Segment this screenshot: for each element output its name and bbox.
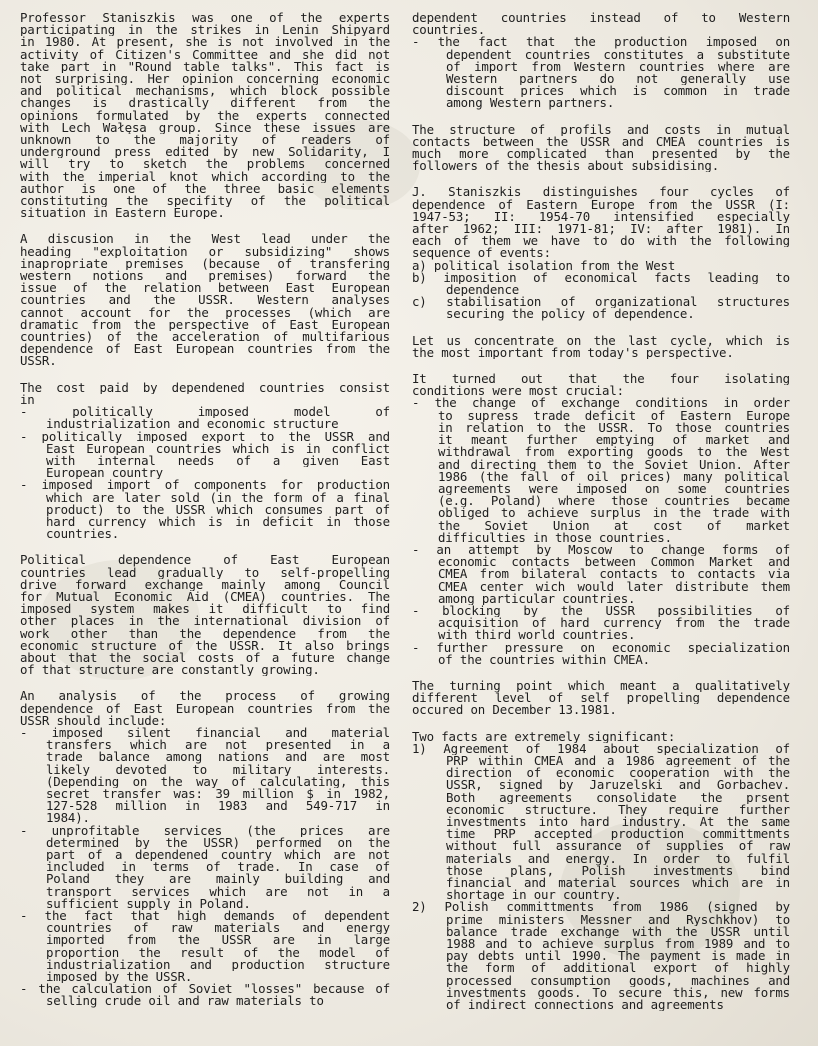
- text-line: will try to sketch the problems concerned: [20, 158, 390, 171]
- text-line: - unprofitable services (the prices are: [20, 824, 390, 837]
- text-line: European country: [46, 467, 163, 480]
- text-line: not surprising. Her opinion concerning economic: [20, 73, 390, 86]
- text-line: prime ministers Messner and Ryschkhov) to: [446, 913, 790, 926]
- text-line: - the fact that high demands of dependent: [20, 910, 390, 923]
- text-line: imported from the USSR are in large: [46, 934, 390, 947]
- text-line: PRP within CMEA and a 1986 agreement of the: [446, 754, 790, 768]
- text-line: Western partners do not generally use: [446, 73, 790, 86]
- text-line: dramatic from the perspective of East European: [20, 318, 390, 332]
- text-line: the form of additional export of highly: [446, 962, 790, 975]
- paragraph: [412, 373, 790, 666]
- text-line: An analysis of the process of growing: [20, 690, 390, 703]
- text-line: author is one of the three basic elements: [20, 182, 390, 196]
- text-line: time PRP accepted production committments: [446, 828, 790, 841]
- text-line: other places in the international division of: [20, 615, 390, 628]
- paragraph: [412, 124, 790, 173]
- text-line: product) to the USSR which consumes part of: [46, 503, 390, 516]
- text-line: imposed system makes it difficult to find: [20, 603, 390, 616]
- text-line: withdrawal from exporting goods to the West: [438, 446, 790, 459]
- text-line: processed consumption goods, machines and: [446, 974, 790, 987]
- left-column: [20, 12, 390, 1022]
- text-line: without full assurance of supplies of raw: [446, 840, 790, 853]
- text-line: USSR.: [20, 355, 57, 368]
- text-line: sequence of events:: [412, 247, 551, 260]
- text-line: constituting the specifity of the political: [20, 195, 390, 208]
- text-line: - the fact that the production imposed on: [412, 36, 790, 49]
- text-line: The turning point which meant a qualitatively: [412, 679, 790, 693]
- text-line: investments into hard industry. At the same: [446, 815, 790, 829]
- text-line: conditions were most crucial:: [412, 385, 624, 398]
- text-line: Political dependence of East European: [20, 554, 390, 567]
- text-line: among Western partners.: [446, 97, 615, 110]
- text-line: situation in Eastern Europe.: [20, 207, 225, 220]
- text-line: 1947-53; II: 1954-70 intensified especially: [412, 210, 790, 224]
- text-line: part of a dependened country which are not: [46, 849, 390, 862]
- text-line: transfers which are not presented in a: [46, 739, 390, 752]
- text-line: obliged to achieve surplus in the trade with: [438, 507, 790, 520]
- text-line: J. Staniszkis distinguishes four cycles of: [412, 186, 790, 199]
- text-line: countries.: [412, 24, 486, 37]
- text-line: economic structure. They require further: [446, 803, 790, 816]
- text-line: countries.: [46, 528, 120, 541]
- text-line: direction of economic cooperation with the: [446, 767, 790, 780]
- text-line: (Depending on the way of calculating, this: [46, 775, 390, 788]
- text-line: Two facts are extremely significant:: [412, 730, 676, 743]
- text-line: dependent countries constitutes a substitute: [446, 48, 790, 61]
- text-line: western notions and premises) forward the: [20, 270, 390, 283]
- text-line: countries of raw materials and energy: [46, 922, 390, 935]
- text-line: shortage in our country.: [446, 889, 622, 902]
- text-line: among particular countries.: [438, 592, 636, 605]
- text-line: balance trade exchange with the USSR until: [446, 925, 790, 939]
- text-line: countries and the USSR. Western analyses: [20, 294, 390, 307]
- text-line: industrialization and production structure: [46, 958, 390, 972]
- text-line: hard currency which is in deficit in those: [46, 515, 390, 529]
- text-line: East European countries which is in conflict: [46, 442, 390, 455]
- text-line: activity of Citizen's Committee and she did not: [20, 48, 390, 61]
- text-line: changes is drastically different from the: [20, 97, 390, 110]
- text-line: economic structure of the USSR. It also brings: [20, 639, 390, 652]
- text-line: issue of the relation between East European: [20, 282, 390, 295]
- text-line: dependent countries instead of to Western: [412, 12, 790, 25]
- text-line: 1986 (the fall of oil prices) many political: [438, 470, 790, 483]
- text-line: The structure of profils and costs in mutual: [412, 123, 790, 136]
- text-line: about that the social costs of a future change: [20, 651, 390, 665]
- text-line: USSR, signed by Jaruzelski and Gorbachev.: [446, 779, 790, 792]
- text-line: in: [20, 393, 35, 407]
- text-line: transport services which are not in a: [46, 885, 390, 898]
- text-line: of import from Western countries where are: [446, 60, 790, 74]
- text-line: countries) of the acceleration of multifarious: [20, 331, 390, 344]
- text-line: it meant further emptying of market and: [438, 434, 790, 447]
- text-line: with the imperial knot which according to the: [20, 170, 390, 183]
- text-line: materials and energy. In order to fulfil: [446, 852, 790, 865]
- text-line: occured on December 13.1981.: [412, 704, 617, 717]
- text-line: of the countries within CMEA.: [438, 653, 650, 666]
- text-line: in 1980. At present, she is not involved in the: [20, 36, 390, 49]
- text-line: dependence of East European countries from the: [20, 702, 390, 715]
- text-line: dependence of Eastern Europe from the USSR (I:: [412, 198, 790, 211]
- text-line: take part in "Round table talks". This fact is: [20, 60, 390, 74]
- text-line: 127-528 million in 1983 and 549-717 in: [46, 800, 390, 813]
- text-line: 1988 and to achieve surplus from 1989 and to: [446, 938, 790, 951]
- right-column: [412, 12, 790, 1025]
- text-line: Both agreements consolidate the prsent: [446, 791, 790, 804]
- text-line: 1984).: [46, 812, 90, 825]
- text-line: of indirect connections and agreements: [446, 999, 724, 1012]
- text-line: determined by the USSR) performed on the: [46, 836, 390, 849]
- text-line: for Mutual Economic Aid (CMEA) countries. The: [20, 590, 390, 604]
- paragraph: [20, 12, 390, 219]
- text-line: different level of self propelling dependence: [412, 692, 790, 705]
- text-line: participating in the strikes in Lenin Shipyard: [20, 24, 390, 37]
- text-line: unknown to the majority of readers of: [20, 134, 390, 147]
- text-line: - an attempt by Moscow to change forms of: [412, 543, 790, 557]
- text-line: included in terms of trade. In case of: [46, 861, 390, 874]
- text-line: - politically imposed model of: [20, 406, 390, 419]
- text-line: inapropriate premises (because of transfering: [20, 257, 390, 271]
- text-line: Professor Staniszkis was one of the experts: [20, 12, 390, 25]
- text-line: discount prices which is common in trade: [446, 85, 790, 98]
- text-line: acquisition of hard currency from the trade: [438, 617, 790, 630]
- text-line: those plans, Polish investments bind: [446, 864, 790, 877]
- paragraph: [20, 233, 390, 367]
- text-line: secret transfer was: 39 million $ in 1982,: [46, 787, 390, 801]
- text-line: with third world countries.: [438, 629, 636, 642]
- text-line: sufficient supply in Poland.: [46, 897, 251, 911]
- text-line: CMEA from bilateral contacts to contacts via: [438, 568, 790, 581]
- text-line: the most important from today's perspective.: [412, 346, 734, 360]
- text-line: financial and material sources which are in: [446, 877, 790, 890]
- text-line: - further pressure on economic specialization: [412, 641, 790, 654]
- text-line: industrialization and economic structure: [46, 418, 339, 431]
- text-line: difficulties in those countries.: [438, 531, 672, 544]
- text-line: and political mechanisms, which block possible: [20, 85, 390, 98]
- text-line: to supress trade deficit of Eastern Europe: [438, 409, 790, 422]
- paragraph: [412, 731, 790, 1012]
- text-line: investments goods. To secure this, new forms: [446, 986, 790, 1000]
- text-line: in relation to the USSR. To those countries: [438, 421, 790, 435]
- text-line: a) political isolation from the West: [412, 259, 676, 272]
- text-line: Let us concentrate on the last cycle, which is: [412, 334, 790, 347]
- text-line: which are later sold (in the form of a final: [46, 491, 390, 504]
- text-line: 2) Polish committments from 1986 (signed by: [412, 901, 790, 914]
- text-line: each of them we have to do with the following: [412, 235, 790, 248]
- text-line: the Soviet Union at cost of market: [438, 519, 790, 532]
- text-line: opinions formulated by the experts connected: [20, 109, 390, 122]
- text-line: after 1962; III: 1971-81; IV: after 1981). In: [412, 223, 790, 236]
- text-line: The cost paid by dependened countries consist: [20, 381, 390, 394]
- text-line: - the calculation of Soviet "losses" because of: [20, 983, 390, 996]
- text-line: Poland they are mainly building and: [46, 873, 390, 886]
- text-line: work other than the dependence from the: [20, 627, 390, 640]
- text-line: imposed by the USSR.: [46, 971, 193, 984]
- text-line: 1) Agreement of 1984 about specialization of: [412, 742, 790, 755]
- text-line: agreements were imposed on some countries: [438, 482, 790, 496]
- text-line: USSR should include:: [20, 714, 167, 727]
- text-line: - politically imposed export to the USSR and: [20, 430, 390, 443]
- paragraph: [412, 680, 790, 717]
- text-line: - blocking by the USSR possibilities of: [412, 604, 790, 618]
- text-line: cannot account for the processes (which are: [20, 306, 390, 319]
- text-line: CMEA center wich would later distribute them: [438, 580, 790, 593]
- paragraph: [20, 554, 390, 676]
- text-line: It turned out that the four isolating: [412, 373, 790, 386]
- text-line: A discusion in the West lead under the: [20, 233, 390, 246]
- text-line: heading "exploitation or subsidizing" shows: [20, 245, 390, 258]
- text-line: economic contacts between Common Market and: [438, 556, 790, 569]
- text-line: - the change of exchange conditions in order: [412, 397, 790, 410]
- text-line: selling crude oil and raw materials to: [46, 995, 324, 1008]
- text-line: - imposed import of components for production: [20, 479, 390, 492]
- text-line: much more complicated than presented by the: [412, 148, 790, 161]
- paragraph: [412, 335, 790, 359]
- paragraph: [20, 382, 390, 541]
- text-line: pay debts until 1990. The payment is made in: [446, 950, 790, 963]
- text-line: c) stabilisation of organizational structures: [412, 296, 790, 309]
- text-line: drive forward exchange mainly among Council: [20, 578, 390, 591]
- text-line: with internal needs of a given East: [46, 454, 390, 468]
- text-line: followers of the thesis about subsidising.: [412, 160, 720, 173]
- paragraph: [412, 12, 790, 110]
- text-line: trade balance among nations and are most: [46, 751, 390, 764]
- text-line: of that structure are constantly growing.: [20, 664, 320, 677]
- text-line: dependence: [446, 284, 520, 297]
- paragraph: [20, 690, 390, 1007]
- text-line: underground press edited by new Solidarity, I: [20, 146, 390, 159]
- text-line: countries lead gradually to self-propelling: [20, 566, 390, 579]
- text-line: b) imposition of economical facts leading to: [412, 271, 790, 285]
- text-line: and directing them to the Soviet Union. After: [438, 458, 790, 471]
- text-line: likely devoted to military interests.: [46, 763, 390, 776]
- text-line: (e.g. Poland) where those countries became: [438, 495, 790, 508]
- text-line: with Lech Wałęsa group. Since these issues are: [20, 121, 390, 135]
- text-line: securing the policy of dependence.: [446, 308, 695, 321]
- text-line: - imposed silent financial and material: [20, 726, 390, 740]
- text-line: dependence of East European countries from the: [20, 343, 390, 356]
- text-line: proportion the result of the model of: [46, 946, 390, 959]
- text-line: contacts between the USSR and CMEA countries is: [412, 135, 790, 149]
- paragraph: [412, 186, 790, 320]
